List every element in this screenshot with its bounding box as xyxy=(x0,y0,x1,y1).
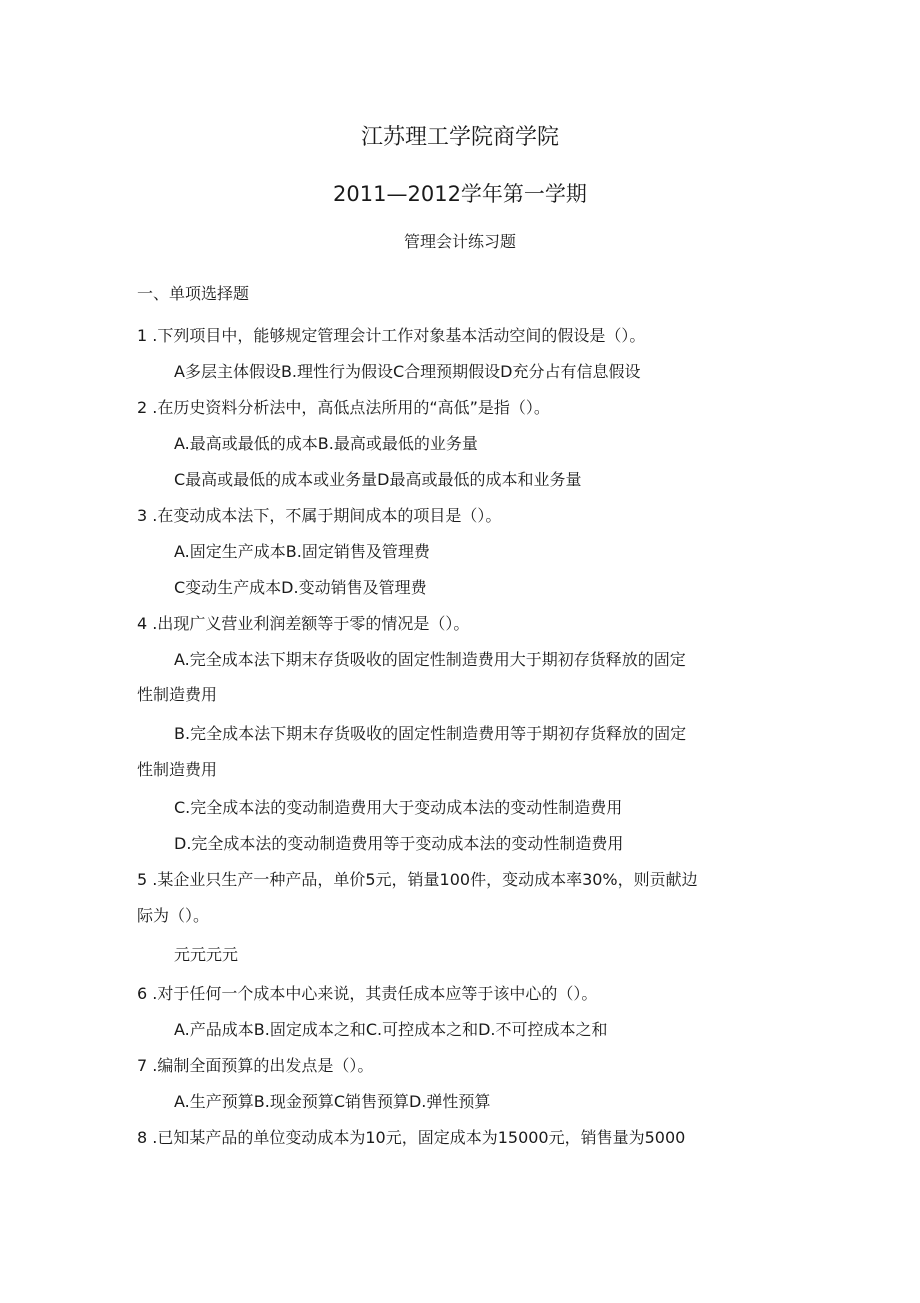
question-4-option-c: C.完全成本法的变动制造费用大于变动成本法的变动性制造费用 xyxy=(174,798,623,817)
question-3-options-ab: A.固定生产成本B.固定销售及管理费 xyxy=(174,542,430,561)
school-title: 江苏理工学院商学院 xyxy=(360,125,559,150)
question-8: 8 .已知某产品的单位变动成本为10元，固定成本为15000元，销售量为5000 xyxy=(137,1128,686,1147)
question-3-options-cd: C变动生产成本D.变动销售及管理费 xyxy=(174,578,427,597)
question-7: 7 .编制全面预算的出发点是（）。 xyxy=(137,1056,374,1075)
question-1: 1 .下列项目中，能够规定管理会计工作对象基本活动空间的假设是（）。 xyxy=(137,326,646,345)
question-5: 5 .某企业只生产一种产品，单价5元，销量100件，变动成本率30%，则贡献边 xyxy=(137,870,698,889)
section-heading: 一、单项选择题 xyxy=(137,284,250,303)
question-4-option-a: A.完全成本法下期末存货吸收的固定性制造费用大于期初存货释放的固定 xyxy=(174,650,686,669)
question-2-options-ab: A.最高或最低的成本B.最高或最低的业务量 xyxy=(174,434,478,453)
question-5-options: 元元元元 xyxy=(174,945,239,964)
question-1-options: A多层主体假设B.理性行为假设C合理预期假设D充分占有信息假设 xyxy=(174,362,641,381)
question-2: 2 .在历史资料分析法中，高低点法所用的“高低”是指（）。 xyxy=(137,398,550,417)
question-7-options: A.生产预算B.现金预算C销售预算D.弹性预算 xyxy=(174,1092,491,1111)
question-4-option-a-cont: 性制造费用 xyxy=(137,685,218,704)
question-5-cont: 际为（）。 xyxy=(137,906,210,925)
question-4-option-b-cont: 性制造费用 xyxy=(137,760,218,779)
question-4-option-b: B.完全成本法下期末存货吸收的固定性制造费用等于期初存货释放的固定 xyxy=(174,724,687,743)
question-3: 3 .在变动成本法下，不属于期间成本的项目是（）。 xyxy=(137,506,502,525)
subject-title: 管理会计练习题 xyxy=(403,232,516,251)
question-4: 4 .出现广义营业利润差额等于零的情况是（）。 xyxy=(137,614,470,633)
question-6: 6 .对于任何一个成本中心来说，其责任成本应等于该中心的（）。 xyxy=(137,984,598,1003)
term-title: 2011—2012学年第一学期 xyxy=(333,182,587,206)
question-4-option-d: D.完全成本法的变动制造费用等于变动成本法的变动性制造费用 xyxy=(174,834,624,853)
question-6-options: A.产品成本B.固定成本之和C.可控成本之和D.不可控成本之和 xyxy=(174,1020,608,1039)
question-2-options-cd: C最高或最低的成本或业务量D最高或最低的成本和业务量 xyxy=(174,470,582,489)
